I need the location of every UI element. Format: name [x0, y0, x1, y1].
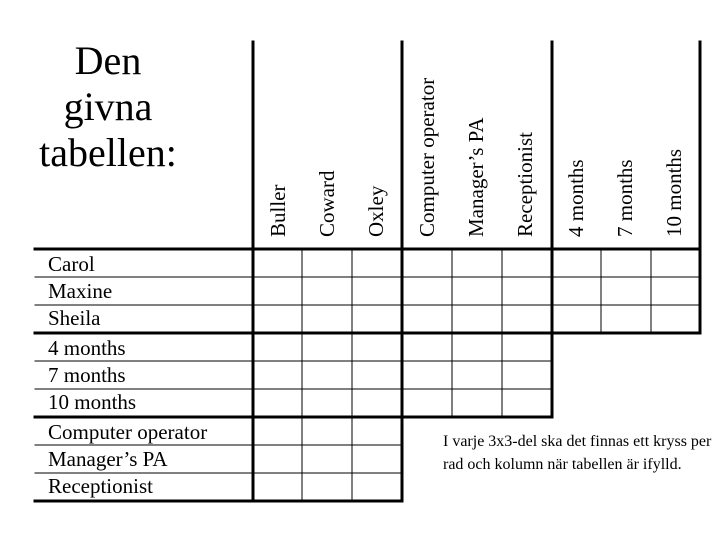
- instruction-note: I varje 3x3-del ska det finnas ett kryss per rad och kolumn när tabellen är ifylld.: [443, 433, 712, 473]
- row-label-sheila: Sheila: [48, 306, 101, 330]
- col-label-computer-operator: Computer operator: [415, 77, 439, 237]
- col-label-7-months: 7 months: [613, 159, 637, 237]
- row-label-managers-pa: Manager’s PA: [48, 447, 168, 471]
- row-label-receptionist: Receptionist: [48, 474, 153, 498]
- row-label-carol: Carol: [48, 252, 95, 276]
- title-line: tabellen:: [39, 130, 177, 175]
- col-label-oxley: Oxley: [364, 185, 388, 237]
- col-label-4-months: 4 months: [564, 159, 588, 237]
- col-label-coward: Coward: [315, 170, 339, 237]
- col-label-receptionist: Receptionist: [513, 132, 537, 237]
- col-label-managers-pa: Manager’s PA: [464, 117, 488, 237]
- col-label-buller: Buller: [266, 184, 290, 237]
- row-label-7-months: 7 months: [48, 363, 126, 387]
- row-label-computer-operator: Computer operator: [48, 420, 208, 444]
- row-label-4-months: 4 months: [48, 336, 126, 360]
- row-label-maxine: Maxine: [48, 279, 113, 303]
- col-label-10-months: 10 months: [662, 148, 686, 237]
- title-line: Den: [74, 38, 142, 83]
- title-line: givna: [63, 84, 153, 129]
- row-label-10-months: 10 months: [48, 390, 137, 414]
